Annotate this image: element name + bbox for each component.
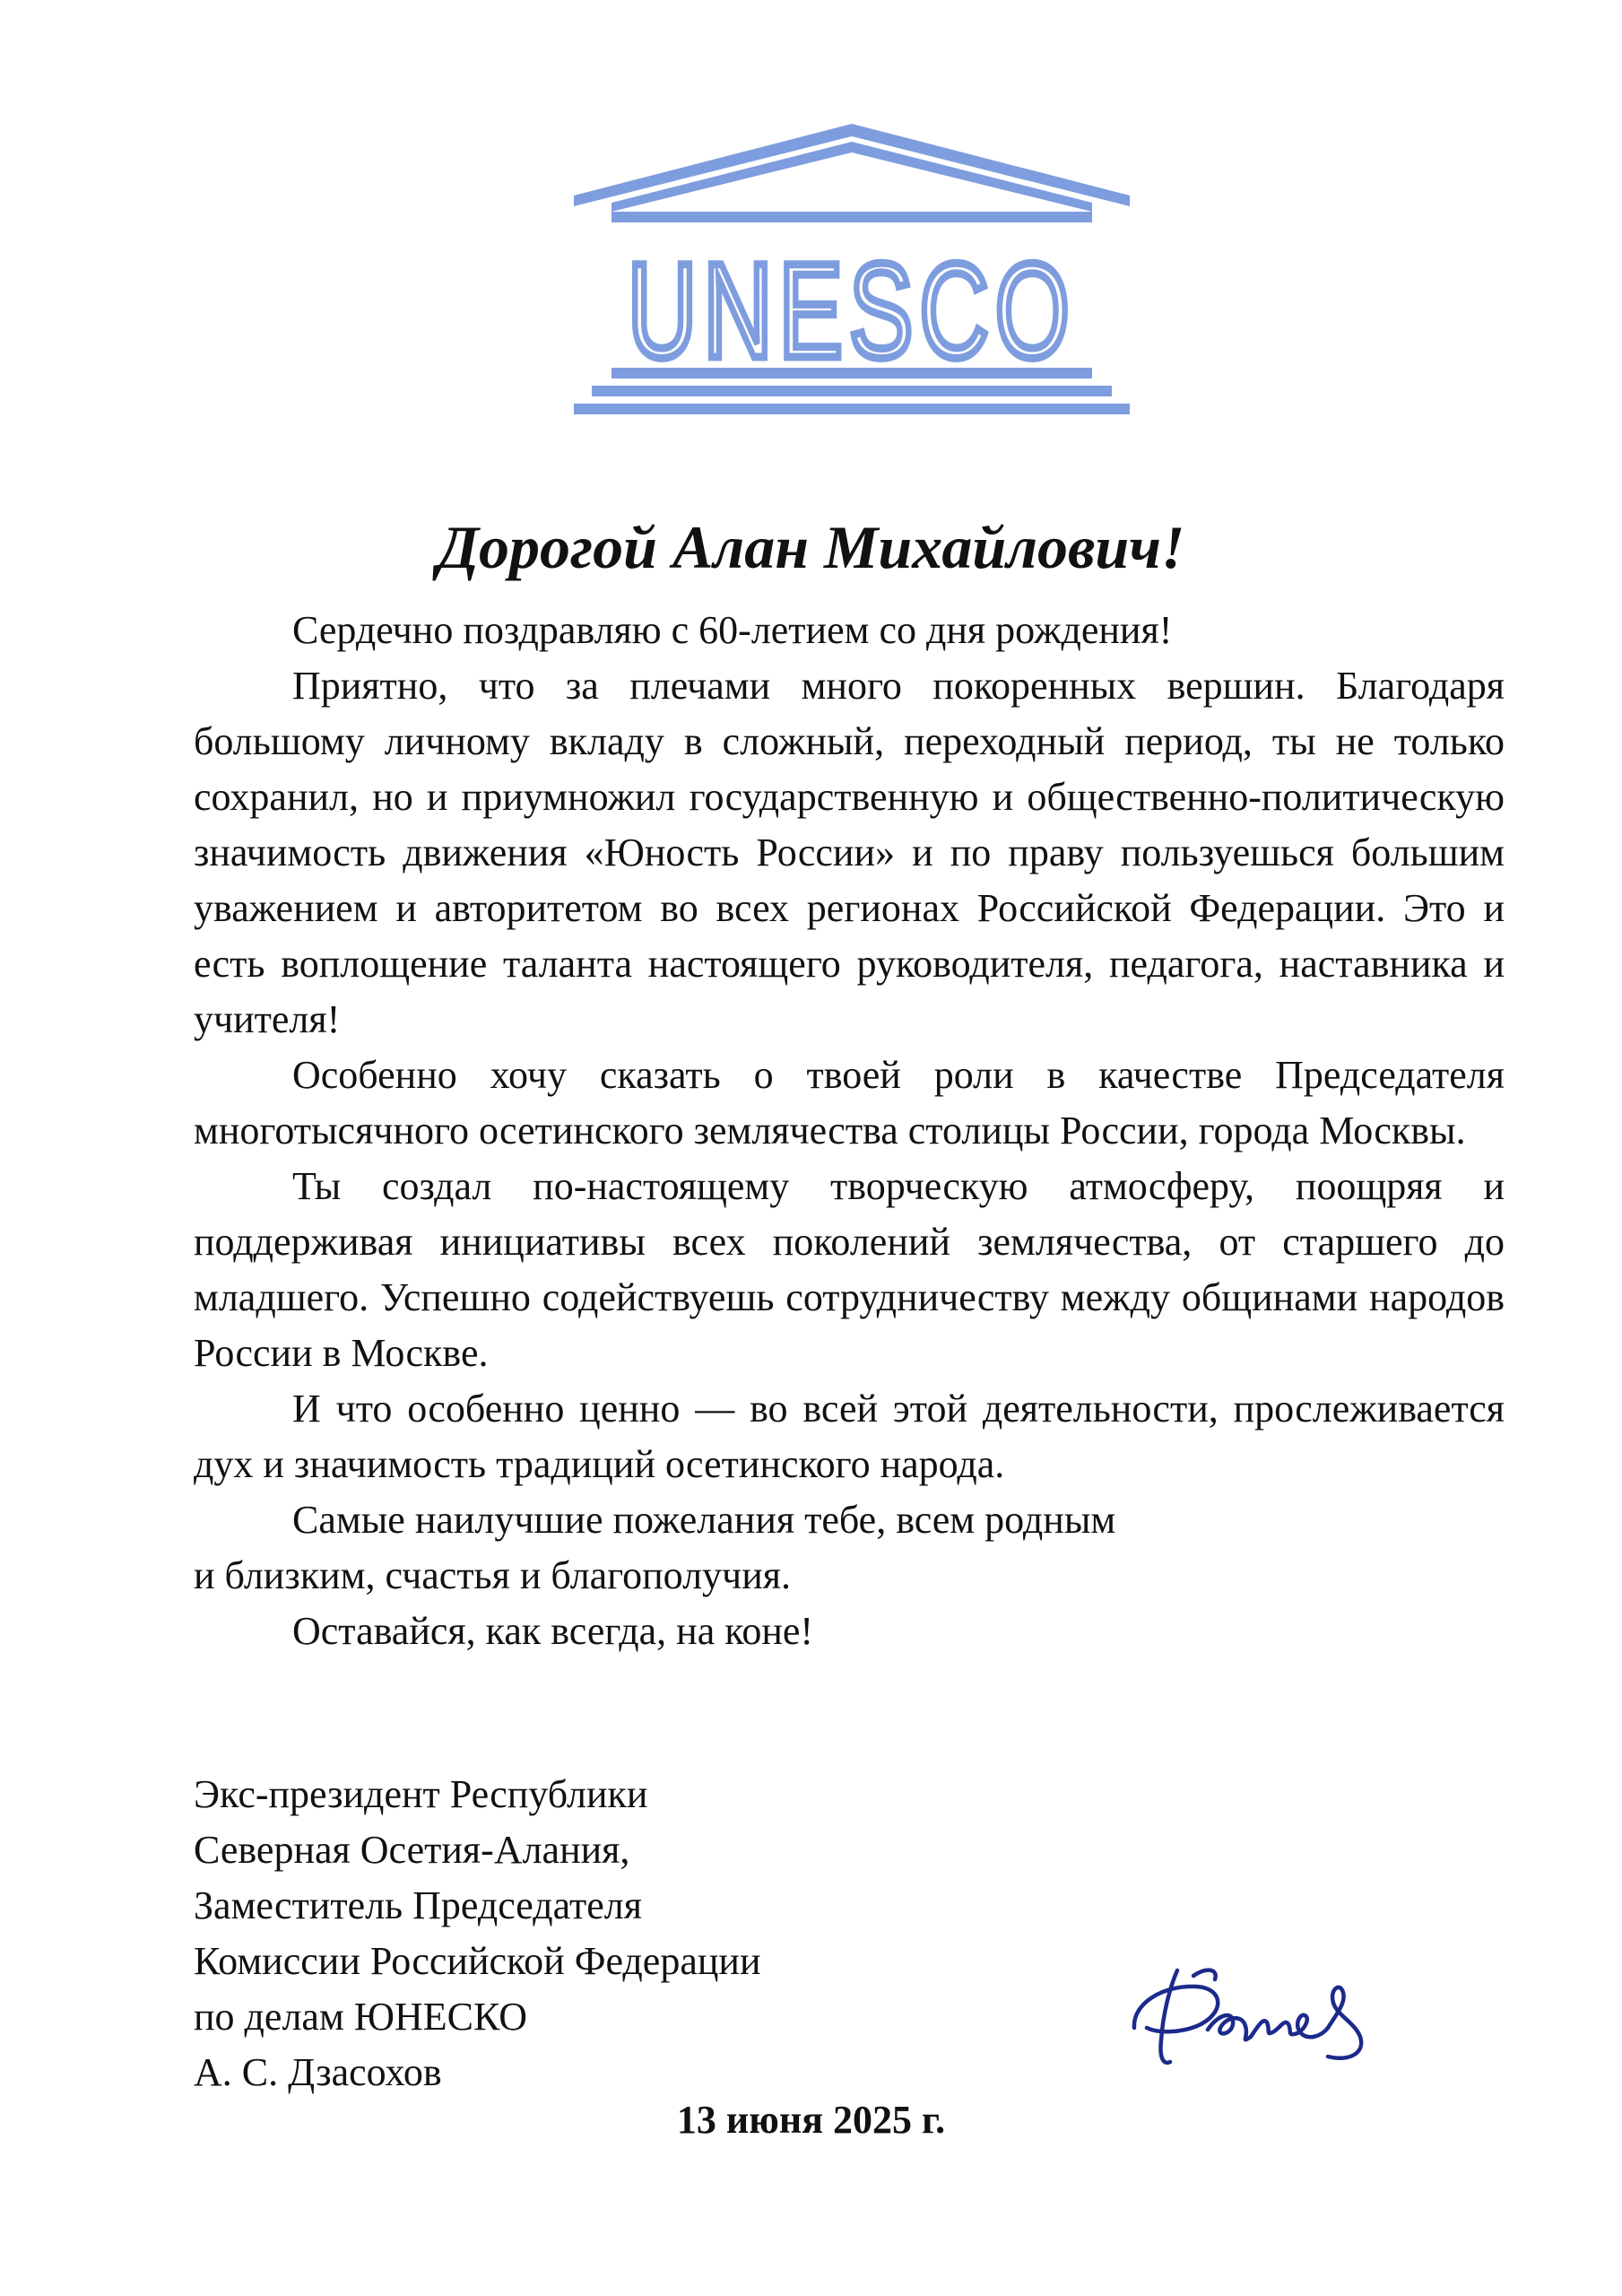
signatory-title-line: Заместитель Председателя: [194, 1883, 642, 1927]
signatory-title-line: Экс-президент Республики: [194, 1772, 648, 1816]
unesco-logo: [574, 117, 1130, 422]
greeting-heading: Дорогой Алан Михайлович!: [437, 513, 1185, 581]
signature-block: [194, 1767, 1001, 2100]
paragraph: Сердечно поздравляю с 60-летием со дня рождения!: [292, 608, 1173, 652]
unesco-logo-text: UNESCO: [628, 235, 1076, 386]
paragraph: Оставайся, как всегда, на коне!: [292, 1609, 814, 1653]
signatory-name: А. С. Дзасохов: [194, 2050, 442, 2094]
paragraph: Самые наилучшие пожелания тебе, всем родным: [292, 1498, 1116, 1542]
paragraph: И что особенно ценно — во всей этой деятельности, прослеживается дух и значимость традиций осетинского народа.: [194, 1387, 1505, 1486]
paragraph: и близким, счастья и благополучия.: [194, 1553, 791, 1597]
paragraph: Особенно хочу сказать о твоей роли в качестве Председателя многотысячного осетинского землячества столицы России, города Москвы.: [194, 1053, 1505, 1152]
paragraph: Приятно, что за плечами много покоренных вершин. Благодаря большому личному вкладу в сложный, переходный период, ты не только сохранил, но и приумножил государственную и общественно-политическую значимость движения «Юность России» и по праву пользуешься большим уважением и авторитетом во всех регионах Российской Федерации. Это и есть воплощение таланта настоящего руководителя, педагога, наставника и учителя!: [194, 664, 1505, 1041]
signatory-title-line: по делам ЮНЕСКО: [194, 1995, 528, 2039]
letter-date: 13 июня 2025 г.: [676, 2098, 946, 2142]
signatory-title-line: Комиссии Российской Федерации: [194, 1939, 761, 1983]
letter-body: [194, 603, 1505, 1659]
paragraph: Ты создал по-настоящему творческую атмосферу, поощряя и поддерживая инициативы всех поколений землячества, от старшего до младшего. Успешно содействуешь сотрудничеству между общинами народов России в Москве.: [194, 1164, 1505, 1375]
handwritten-signature: [1107, 1951, 1376, 2085]
signatory-title-line: Северная Осетия-Алания,: [194, 1828, 630, 1872]
